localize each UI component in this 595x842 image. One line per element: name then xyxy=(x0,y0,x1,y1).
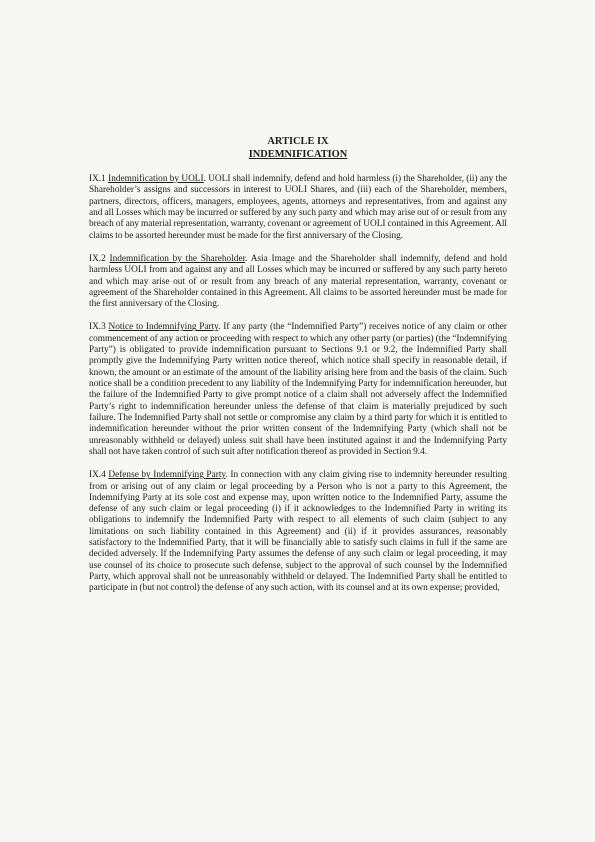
section-number: IX.3 xyxy=(89,322,109,333)
article-heading xyxy=(89,136,507,161)
section-ix-3 xyxy=(89,322,507,458)
section-text: . Asia Image and the Shareholder shall indemnify, defend and hold harmless UOLI from and against any and all Losses which may be incurred or suffered by any such party hereto and which may arise out of or result from any breach of any material representation, warranty, covenant or agreement of the Shareholder contained in this Agreement. All claims to be assorted hereunder must be made for the first anniversary of the Closing. xyxy=(89,253,507,310)
article-subtitle: INDEMNIFICATION xyxy=(248,148,348,160)
section-number: IX.1 xyxy=(89,174,109,184)
section-number: IX.4 xyxy=(89,470,109,481)
article-title: ARTICLE IX xyxy=(267,136,329,147)
section-title: Indemnification by UOLI xyxy=(108,174,204,184)
section-text: . If any party (the “Indemnified Party”) receives notice of any claim or other commencement of any action or proceeding with respect to which any other party (or parties) (the “Indemnifying Party”) is obligated to provide indemnification pursuant to Sections 9.1 or 9.2, the Indemnified Party shall promptly give the Indemnifying Party written notice thereof, which notice shall specify in reasonable detail, if known, the amount or an estimate of the amount of the liability arising here from and the basis of the claim. Such notice shall be a condition precedent to any liability of the Indemnifying Party for indemnification hereunder, but the failure of the Indemnified Party to give prompt notice of a claim shall not adversely affect the Indemnified Party’s right to indemnification hereunder unless the defense of that claim is materially prejudiced by such failure. The Indemnified Party shall not settle or compromise any claim by a third party for which it is entitled to indemnification hereunder without the prior written consent of the Indemnifying Party (which shall not be unreasonably withheld or delayed) unless suit shall have been instituted against it and the Indemnifying Party shall not have taken control of such suit after notification thereof as provided in Section 9.4. xyxy=(89,322,507,457)
section-title: Defense by Indemnifying Party xyxy=(108,470,226,481)
section-text: . UOLI shall indemnify, defend and hold harmless (i) the Shareholder, (ii) any the Shareholder’s assigns and successors in interest to UOLI Shares, and (iii) each of the Shareholder, members, partners, directors, officers, managers, employees, agents, attorneys and representatives, from and against any and all Losses which may be incurred or suffered by any such party and which may arise out of or result from any breach of any material representation, warranty, covenant or agreement of UOLI contained in this Agreement. All claims to be assorted hereunder must be made for the first anniversary of the Closing. xyxy=(89,174,507,241)
section-number: IX.2 xyxy=(89,253,110,264)
section-title: Notice to Indemnifying Party xyxy=(108,322,219,333)
section-title: Indemnification by the Shareholder xyxy=(109,253,246,264)
section-ix-1 xyxy=(89,174,507,242)
section-text: . In connection with any claim giving rise to indemnity hereunder resulting from or arising out of any claim or legal proceeding by a Person who is not a party to this Agreement, the Indemnifying Party at its sole cost and expense may, upon written notice to the Indemnified Party, assume the defense of any such claim or legal proceeding (i) if it acknowledges to the Indemnified Party in writing its obligations to indemnify the Indemnified Party with respect to all elements of such claim (subject to any limitations on such liability contained in this Agreement) and (ii) if it provides assurances, reasonably satisfactory to the Indemnified Party, that it will be financially able to satisfy such claims in full if the same are decided adversely. If the Indemnifying Party assumes the defense of any such claim or legal proceeding, it may use counsel of its choice to prosecute such defense, subject to the approval of such counsel by the Indemnified Party, which approval shall not be unreasonably withheld or delayed. The Indemnified Party shall be entitled to participate in (but not control) the defense of any such action, with its counsel and at its own expense; provided, xyxy=(89,470,507,594)
section-ix-4 xyxy=(89,470,507,594)
section-ix-2 xyxy=(89,254,507,311)
